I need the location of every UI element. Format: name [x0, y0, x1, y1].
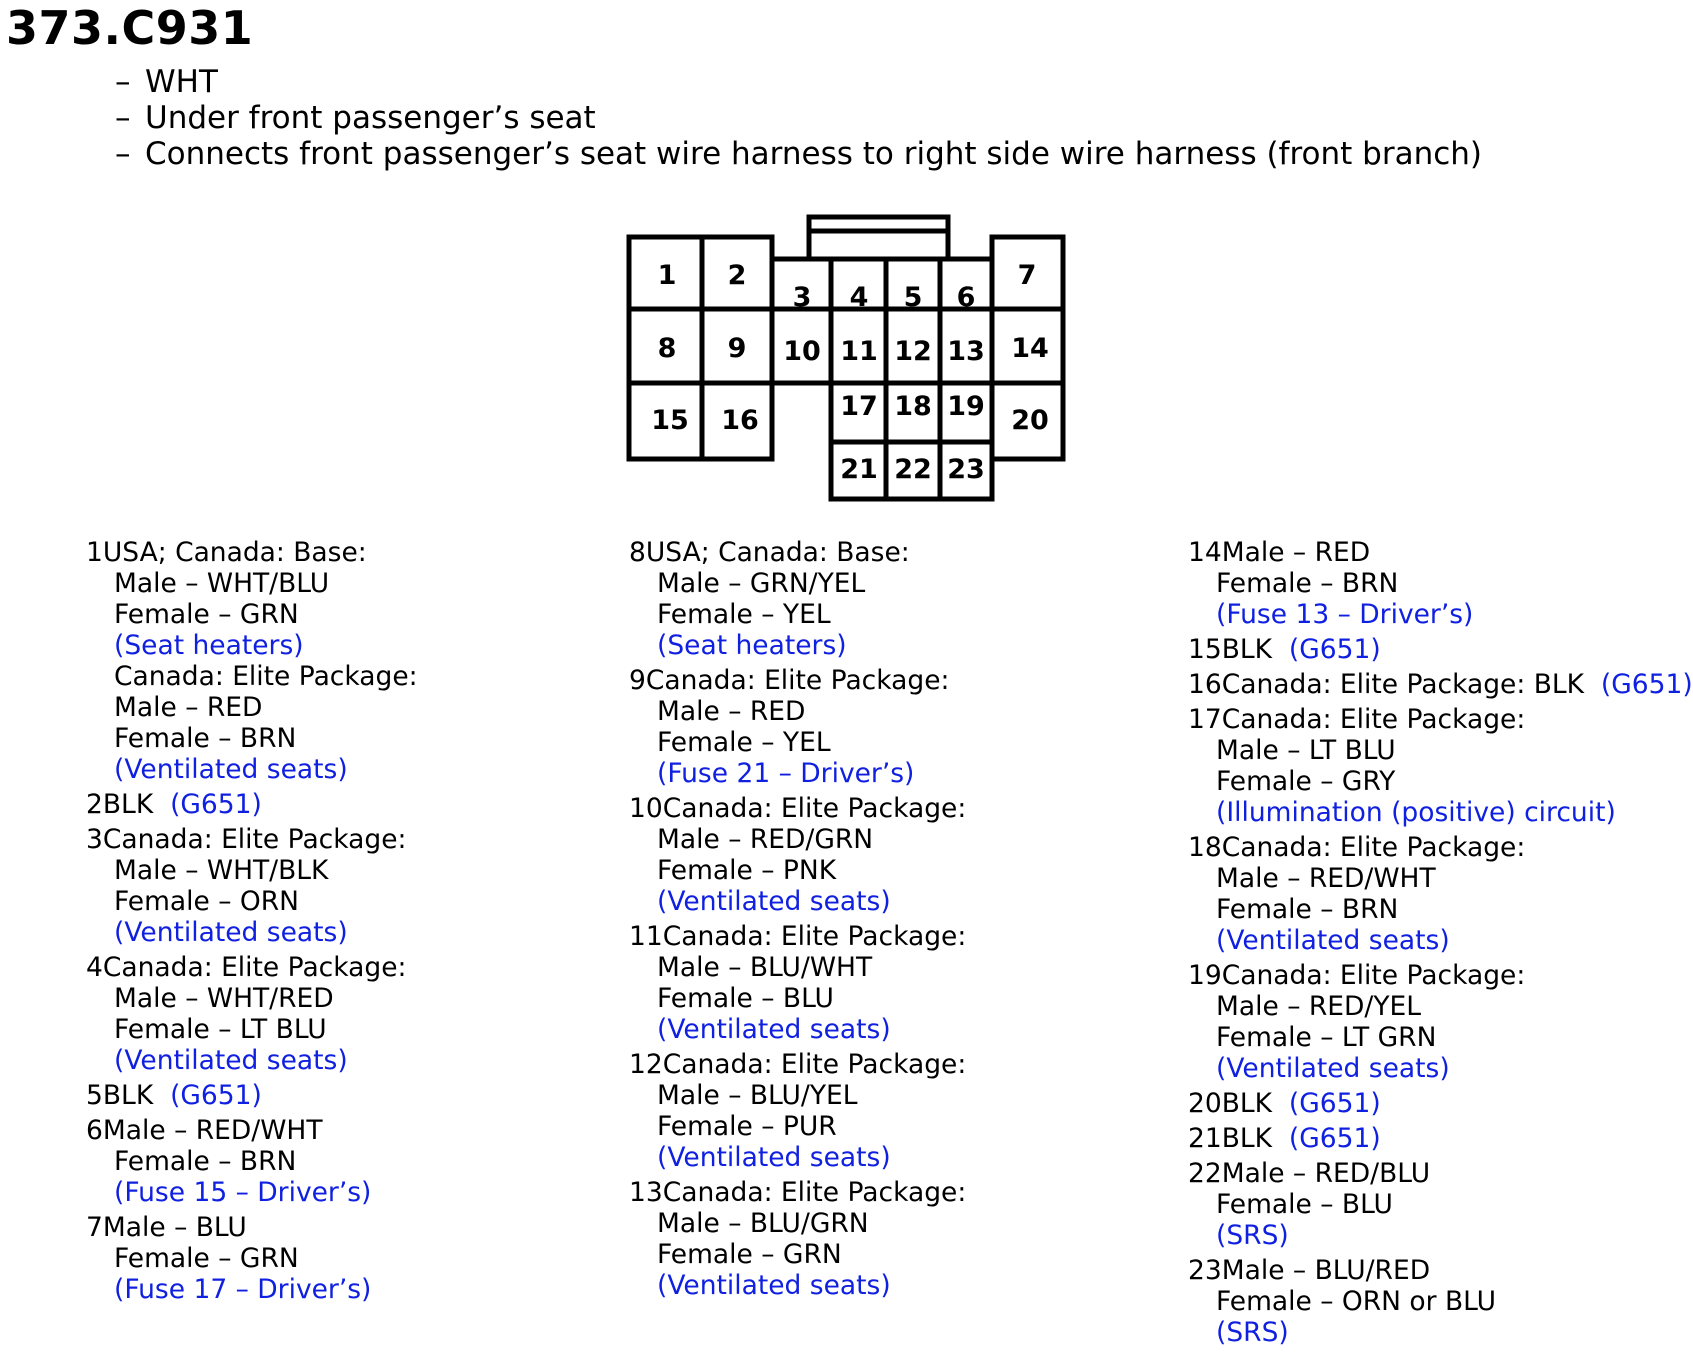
pin-number: 4 [86, 952, 103, 983]
wire-spec: Canada: Elite Package: [114, 661, 418, 692]
pin-entry-line [86, 1146, 418, 1177]
pin-number: 10 [629, 793, 663, 824]
circuit-reference: (Fuse 21 – Driver’s) [657, 758, 915, 789]
pin-number: 14 [1188, 537, 1222, 568]
pin-entry-line [86, 692, 418, 723]
pin-entry-first-line [629, 665, 966, 696]
pin-entry-line [1188, 1317, 1693, 1348]
circuit-reference: (Ventilated seats) [1216, 1053, 1450, 1084]
pin-entry [86, 952, 418, 1076]
pin-label: 3 [792, 282, 812, 313]
wire-spec: Female – BRN [1216, 568, 1399, 599]
pin-label: 17 [840, 391, 878, 422]
wire-spec: Male – WHT/RED [114, 983, 334, 1014]
spacer [1272, 1088, 1289, 1119]
wire-spec: Male – GRN/YEL [657, 568, 866, 599]
pin-entry-line [629, 1014, 966, 1045]
wire-spec: BLK [1221, 1123, 1273, 1154]
pin-entry-line [86, 1243, 418, 1274]
spacer [1272, 1123, 1289, 1154]
pin-entry-line [629, 1239, 966, 1270]
pin-entry-line [629, 952, 966, 983]
wire-spec: Male – WHT/BLU [114, 568, 330, 599]
pin-entry-first-line [1188, 537, 1693, 568]
pin-entry-line [1188, 1189, 1693, 1220]
pin-entry-line [629, 824, 966, 855]
wire-spec: Canada: Elite Package: [1221, 832, 1526, 863]
wire-spec: Canada: Elite Package: [662, 1049, 967, 1080]
wire-spec: Male – RED/WHT [1216, 863, 1436, 894]
wire-spec: Male – RED [114, 692, 263, 723]
pin-entry [86, 1115, 418, 1208]
pin-entry-line [86, 599, 418, 630]
wire-spec: Female – BRN [114, 1146, 297, 1177]
spacer [153, 789, 170, 820]
wire-spec: Female – GRN [114, 1243, 299, 1274]
pin-label: 15 [651, 405, 689, 436]
pin-entry [629, 1177, 966, 1301]
pin-entry-line [86, 1177, 418, 1208]
pin-entry-line [86, 630, 418, 661]
pin-entry-line [1188, 925, 1693, 956]
pin-label: 4 [849, 282, 869, 313]
pin-entry [1188, 1255, 1693, 1348]
wire-spec: Female – GRN [657, 1239, 842, 1270]
pin-entry-line [1188, 894, 1693, 925]
pin-label: 10 [783, 336, 821, 367]
pin-entry [629, 1049, 966, 1173]
pin-label: 5 [903, 282, 923, 313]
ground-reference: (G651) [1288, 1123, 1381, 1154]
pin-entry-line [629, 1111, 966, 1142]
wire-spec: Male – WHT/BLK [114, 855, 329, 886]
pin-entry-line [86, 917, 418, 948]
circuit-reference: (Ventilated seats) [657, 886, 891, 917]
pin-entry-first-line [629, 1049, 966, 1080]
pin-entry-first-line [1188, 1255, 1693, 1286]
circuit-reference: (Ventilated seats) [657, 1142, 891, 1173]
pin-entry-line [86, 1045, 418, 1076]
ground-reference: (G651) [1600, 669, 1693, 700]
pin-entry-first-line [86, 952, 418, 983]
wire-spec: Female – YEL [657, 599, 831, 630]
wire-spec: Male – RED [1221, 537, 1371, 568]
description-connection: – Connects front passenger’s seat wire harness to right side wire harness (front branch) [115, 136, 1482, 172]
wire-spec: Male – BLU/GRN [657, 1208, 869, 1239]
wire-spec: BLK [102, 789, 154, 820]
pin-number: 16 [1188, 669, 1222, 700]
pin-entry-line [1188, 1022, 1693, 1053]
wire-spec: Canada: Elite Package: [662, 921, 967, 952]
pin-number: 7 [86, 1212, 103, 1243]
circuit-reference: (Ventilated seats) [657, 1014, 891, 1045]
pin-entry-first-line [1188, 669, 1693, 700]
pin-entry-line [629, 1270, 966, 1301]
connector-svg [626, 210, 1076, 510]
pin-label: 21 [840, 454, 878, 485]
pin-entry-line [86, 754, 418, 785]
circuit-reference: (Seat heaters) [114, 630, 304, 661]
pin-label: 7 [1017, 260, 1037, 291]
ground-reference: (G651) [1288, 1088, 1381, 1119]
circuit-reference: (Ventilated seats) [114, 754, 348, 785]
pin-entry [1188, 704, 1693, 828]
circuit-reference: (Fuse 15 – Driver’s) [114, 1177, 372, 1208]
wire-spec: Canada: Elite Package: [645, 665, 950, 696]
wire-spec: Female – GRN [114, 599, 299, 630]
pin-entry-first-line [1188, 1123, 1693, 1154]
circuit-reference: (SRS) [1216, 1220, 1289, 1251]
pin-label: 19 [947, 391, 985, 422]
wire-spec: Male – BLU/RED [1221, 1255, 1431, 1286]
pin-entry-line [1188, 735, 1693, 766]
description-location: – Under front passenger’s seat [115, 100, 596, 136]
pin-entry [1188, 1123, 1693, 1154]
pin-entry-line [1188, 1286, 1693, 1317]
pin-entry-line [629, 983, 966, 1014]
wire-spec: BLK [1221, 634, 1273, 665]
wire-spec: Female – BLU [657, 983, 834, 1014]
pin-entry-first-line [1188, 1088, 1693, 1119]
pin-entry-line [629, 599, 966, 630]
pin-number: 6 [86, 1115, 103, 1146]
pin-entry-line [1188, 991, 1693, 1022]
pin-entry-line [629, 1080, 966, 1111]
pin-number: 17 [1188, 704, 1222, 735]
connector-face-diagram [626, 210, 1076, 510]
pin-entry [86, 1080, 418, 1111]
wire-spec: Male – RED/BLU [1221, 1158, 1431, 1189]
wire-spec: Female – YEL [657, 727, 831, 758]
pin-entry [1188, 1088, 1693, 1119]
pin-number: 12 [629, 1049, 663, 1080]
circuit-reference: (Ventilated seats) [1216, 925, 1450, 956]
circuit-reference: (SRS) [1216, 1317, 1289, 1348]
wire-spec: Male – RED/WHT [102, 1115, 323, 1146]
circuit-reference: (Ventilated seats) [657, 1270, 891, 1301]
pin-entry [629, 793, 966, 917]
pin-entry-first-line [1188, 832, 1693, 863]
circuit-reference: (Fuse 17 – Driver’s) [114, 1274, 372, 1305]
pin-entry [86, 537, 418, 785]
spacer [1272, 634, 1289, 665]
latch-body [809, 231, 948, 259]
pin-entry [629, 537, 966, 661]
pin-number: 2 [86, 789, 103, 820]
circuit-reference: (Illumination (positive) circuit) [1216, 797, 1616, 828]
pin-entry-first-line [629, 921, 966, 952]
circuit-reference: (Ventilated seats) [114, 1045, 348, 1076]
pin-number: 5 [86, 1080, 103, 1111]
pin-entry [86, 1212, 418, 1305]
pin-entry [1188, 669, 1693, 700]
pin-entry-line [629, 568, 966, 599]
ground-reference: (G651) [1288, 634, 1381, 665]
wire-spec: Male – RED/YEL [1216, 991, 1422, 1022]
ground-reference: (G651) [170, 1080, 262, 1111]
pin-number: 8 [629, 537, 646, 568]
pin-entry-line [86, 723, 418, 754]
ground-reference: (G651) [170, 789, 262, 820]
wire-spec: Female – BRN [114, 723, 297, 754]
wire-spec: Female – BRN [1216, 894, 1399, 925]
pin-entry [1188, 960, 1693, 1084]
pin-list-column-1 [86, 537, 418, 1309]
pin-entry-first-line [629, 1177, 966, 1208]
circuit-reference: (Fuse 13 – Driver’s) [1216, 599, 1474, 630]
pin-label: 23 [947, 454, 985, 485]
wire-spec: Female – LT GRN [1216, 1022, 1437, 1053]
pin-entry [86, 789, 418, 820]
pin-entry-line [1188, 797, 1693, 828]
circuit-reference: (Ventilated seats) [114, 917, 348, 948]
pin-entry [1188, 1158, 1693, 1251]
pin-entry-line [629, 758, 966, 789]
pin-label: 2 [727, 260, 747, 291]
pin-number: 20 [1188, 1088, 1222, 1119]
pin-entry-line [86, 568, 418, 599]
pin-entry-line [1188, 599, 1693, 630]
pin-label: 8 [657, 333, 677, 364]
pin-entry-line [1188, 863, 1693, 894]
wire-spec: BLK [102, 1080, 154, 1111]
wire-spec: Canada: Elite Package: [102, 824, 407, 855]
pin-label: 18 [894, 391, 932, 422]
pin-entry-first-line [86, 537, 418, 568]
description-color: – WHT [115, 64, 218, 100]
pin-label: 6 [956, 282, 976, 313]
pin-label: 13 [947, 336, 985, 367]
pin-entry [86, 824, 418, 948]
pin-entry-first-line [86, 1080, 418, 1111]
pin-number: 21 [1188, 1123, 1222, 1154]
pin-entry-first-line [629, 537, 966, 568]
wire-spec: Female – BLU [1216, 1189, 1393, 1220]
pin-number: 1 [86, 537, 103, 568]
pin-entry-first-line [86, 789, 418, 820]
wire-spec: Female – ORN or BLU [1216, 1286, 1496, 1317]
wire-spec: Canada: Elite Package: [662, 1177, 967, 1208]
connector-description [115, 64, 1482, 172]
wire-spec: USA; Canada: Base: [645, 537, 910, 568]
wire-spec: Male – BLU/YEL [657, 1080, 858, 1111]
pin-number: 3 [86, 824, 103, 855]
wire-spec: Female – PUR [657, 1111, 837, 1142]
wire-spec: USA; Canada: Base: [102, 537, 367, 568]
wire-spec: Male – BLU/WHT [657, 952, 873, 983]
pin-number: 15 [1188, 634, 1222, 665]
pin-entry-line [1188, 568, 1693, 599]
pin-entry-line [1188, 766, 1693, 797]
pin-entry-first-line [1188, 634, 1693, 665]
pin-number: 11 [629, 921, 663, 952]
pin-entry-first-line [1188, 1158, 1693, 1189]
wire-spec: Male – BLU [102, 1212, 247, 1243]
pin-entry-line [86, 886, 418, 917]
pin-label: 22 [894, 454, 932, 485]
pin-entry-line [86, 1014, 418, 1045]
pin-label: 14 [1011, 333, 1049, 364]
pin-entry [1188, 832, 1693, 956]
pin-number: 23 [1188, 1255, 1222, 1286]
pin-entry [1188, 537, 1693, 630]
wire-spec: Female – ORN [114, 886, 300, 917]
pin-entry-line [629, 855, 966, 886]
pin-entry-line [629, 1142, 966, 1173]
pin-entry-line [86, 983, 418, 1014]
pin-entry-line [86, 661, 418, 692]
pin-label: 12 [894, 336, 932, 367]
wire-spec: Male – RED/GRN [657, 824, 874, 855]
pin-entry-first-line [1188, 704, 1693, 735]
pin-entry-line [629, 727, 966, 758]
pin-entry-line [86, 855, 418, 886]
wire-spec: Canada: Elite Package: [662, 793, 967, 824]
pin-number: 9 [629, 665, 646, 696]
wire-spec: Canada: Elite Package: BLK [1221, 669, 1585, 700]
pin-entry-first-line [1188, 960, 1693, 991]
pin-label: 20 [1011, 405, 1049, 436]
pin-entry-line [629, 1208, 966, 1239]
pin-entry-line [629, 630, 966, 661]
wire-spec: Female – LT BLU [114, 1014, 327, 1045]
wire-spec: Female – PNK [657, 855, 837, 886]
wire-spec: BLK [1221, 1088, 1273, 1119]
spacer [1584, 669, 1601, 700]
pin-entry-line [1188, 1053, 1693, 1084]
pin-entry-first-line [86, 1115, 418, 1146]
pin-number: 22 [1188, 1158, 1222, 1189]
pin-list-column-3 [1188, 537, 1693, 1352]
pin-entry [1188, 634, 1693, 665]
wire-spec: Canada: Elite Package: [1221, 704, 1526, 735]
pin-entry-first-line [86, 824, 418, 855]
pin-entry [629, 665, 966, 789]
pin-entry-line [629, 696, 966, 727]
pin-label: 16 [721, 405, 759, 436]
pin-label: 11 [840, 336, 878, 367]
wire-spec: Canada: Elite Package: [102, 952, 407, 983]
wire-spec: Male – LT BLU [1216, 735, 1396, 766]
pin-list-column-2 [629, 537, 966, 1305]
pin-entry-first-line [86, 1212, 418, 1243]
pin-label: 9 [727, 333, 747, 364]
pin-entry-first-line [629, 793, 966, 824]
pin-label: 1 [657, 260, 677, 291]
pin-number: 18 [1188, 832, 1222, 863]
pin-entry-line [86, 1274, 418, 1305]
pin-entry [629, 921, 966, 1045]
wire-spec: Male – RED [657, 696, 806, 727]
pin-entry-line [1188, 1220, 1693, 1251]
pin-number: 19 [1188, 960, 1222, 991]
pin-number: 13 [629, 1177, 663, 1208]
pin-entry-line [629, 886, 966, 917]
circuit-reference: (Seat heaters) [657, 630, 847, 661]
wire-spec: Female – GRY [1216, 766, 1396, 797]
connector-title: 373.C931 [6, 1, 254, 55]
spacer [153, 1080, 170, 1111]
wire-spec: Canada: Elite Package: [1221, 960, 1526, 991]
